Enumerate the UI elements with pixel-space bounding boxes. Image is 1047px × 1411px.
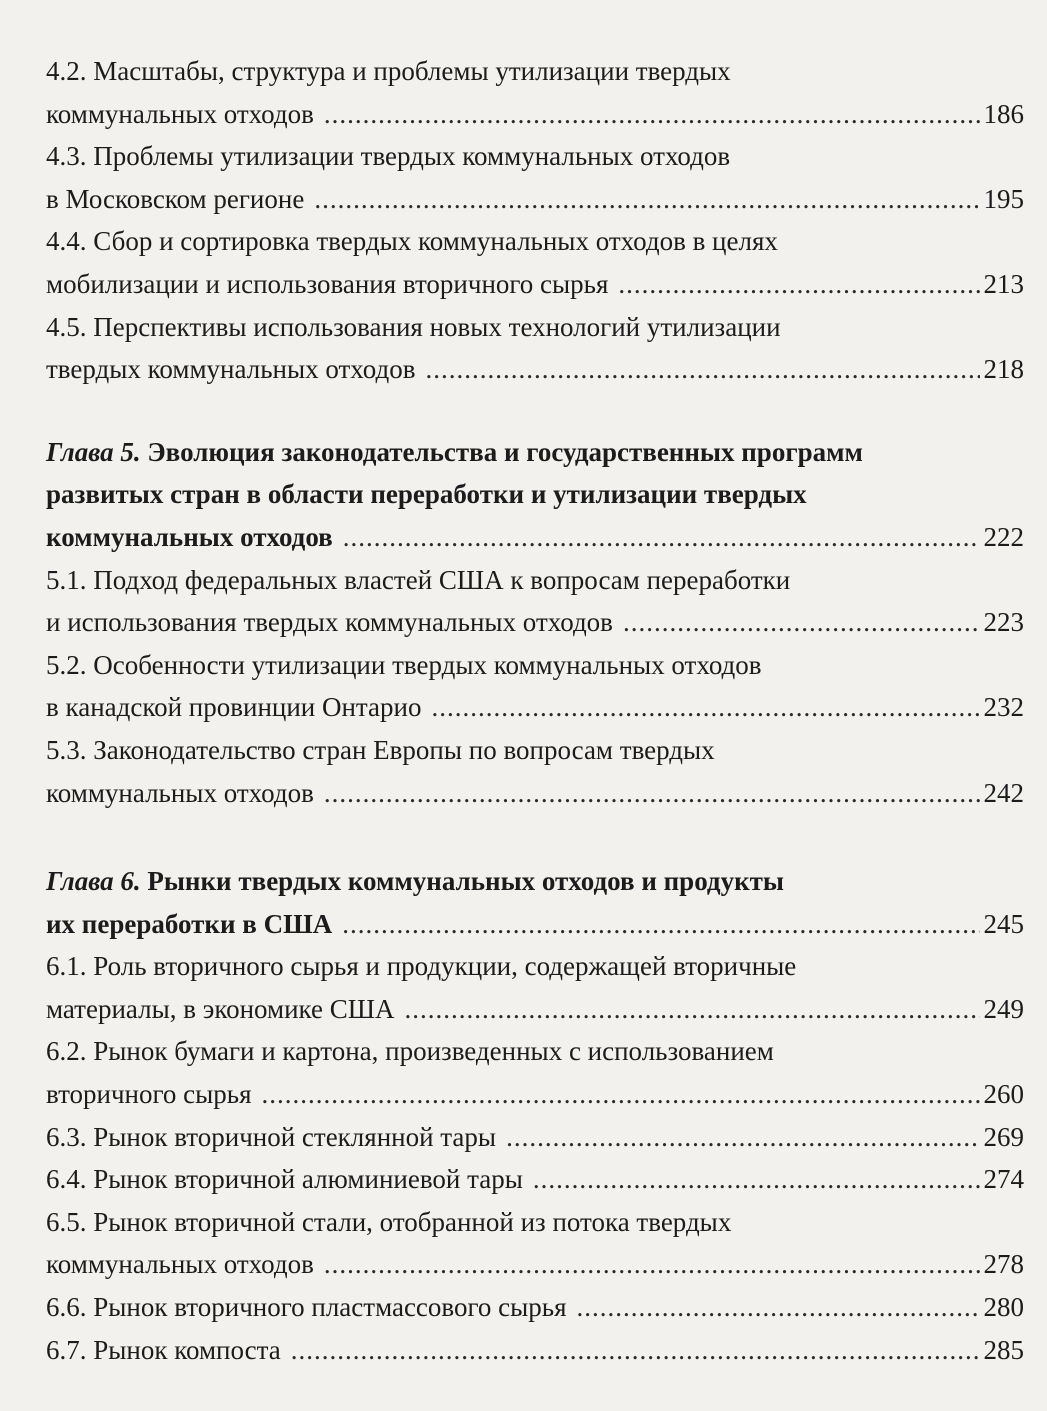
entry-title: 6.4. Рынок вторичной алюминиевой тары (46, 1164, 523, 1195)
chapter-title: Рынки твердых коммунальных отходов и продукты (140, 866, 784, 897)
entry-title-cont: и использования твердых коммунальных отходов (46, 607, 613, 638)
entry-title: 5.2. Особенности утилизации твердых коммунальных отходов (46, 649, 762, 680)
page-number: 223 (983, 607, 1024, 638)
chapter-title-cont: развитых стран в области переработки и утилизации твердых (46, 479, 807, 510)
dot-leader (314, 178, 979, 221)
chapter-6-heading-line1 (46, 860, 1024, 903)
entry-title: 6.7. Рынок компоста (46, 1334, 281, 1365)
toc-entry-6-2-line1 (46, 1030, 1024, 1073)
dot-leader (506, 1116, 979, 1159)
dot-leader (342, 903, 979, 946)
dot-leader (262, 1073, 980, 1116)
toc-entry-4-3 (46, 178, 1024, 221)
entry-title: 6.1. Роль вторичного сырья и продукции, содержащей вторичные (46, 951, 797, 982)
dot-leader (291, 1329, 980, 1372)
toc-entry-4-5 (46, 348, 1024, 391)
page-number: 249 (983, 993, 1024, 1024)
entry-title-cont: коммунальных отходов (46, 777, 314, 808)
toc-entry-6-3 (46, 1116, 1024, 1159)
dot-leader (404, 988, 979, 1031)
entry-title: 4.2. Масштабы, структура и проблемы утилизации твердых (46, 56, 731, 86)
toc-entry-5-1-line1 (46, 559, 1024, 602)
page-number: 213 (983, 268, 1024, 299)
dot-leader (425, 348, 979, 391)
toc-entry-4-2 (46, 93, 1024, 136)
page-number: 218 (983, 354, 1024, 385)
dot-leader (623, 601, 980, 644)
chapter-5-heading-line3 (46, 516, 1024, 559)
toc-entry-5-2 (46, 686, 1024, 729)
entry-title-cont: вторичного сырья (46, 1079, 252, 1110)
chapter-title-cont: их переработки в США (46, 908, 333, 939)
toc-entry-6-4 (46, 1158, 1024, 1201)
entry-title: 5.3. Законодательство стран Европы по вопросам твердых (46, 734, 715, 765)
toc-entry-5-2-line1 (46, 644, 1024, 687)
entry-title: 4.5. Перспективы использования новых технологий утилизации (46, 311, 781, 342)
entry-title-cont: в канадской провинции Онтарио (46, 692, 422, 723)
entry-title: 4.4. Сбор и сортировка твердых коммунальных отходов в целях (46, 226, 778, 257)
page-number: 245 (983, 908, 1024, 939)
page-number: 260 (983, 1079, 1024, 1110)
page-number: 274 (983, 1164, 1024, 1195)
entry-title: 6.3. Рынок вторичной стеклянной тары (46, 1121, 497, 1152)
chapter-5-heading-line2 (46, 473, 1024, 516)
entry-title: 6.2. Рынок бумаги и картона, произведенных с использованием (46, 1036, 774, 1067)
page-number: 232 (983, 692, 1024, 723)
entry-title-cont: в Московском регионе (46, 183, 305, 214)
chapter-label: Глава 5. (46, 436, 141, 467)
page-number: 186 (983, 98, 1024, 129)
chapter-title-cont: коммунальных отходов (46, 521, 333, 552)
chapter-label: Глава 6. (46, 866, 141, 897)
page-number: 278 (983, 1249, 1024, 1280)
entry-title-cont: коммунальных отходов (46, 1249, 314, 1280)
toc-entry-6-1-line1 (46, 945, 1024, 988)
entry-title-cont: материалы, в экономике США (46, 993, 395, 1024)
chapter-6-heading-line2 (46, 903, 1024, 946)
entry-title-cont: мобилизации и использования вторичного сырья (46, 268, 609, 299)
chapter-5-heading-line1 (46, 431, 1024, 474)
dot-leader (343, 516, 980, 559)
page-number: 285 (983, 1334, 1024, 1365)
toc-entry-6-1 (46, 988, 1024, 1031)
toc-entry-5-1 (46, 601, 1024, 644)
toc-entry-4-2-line1 (46, 50, 1024, 93)
dot-leader (324, 772, 980, 815)
spacer (46, 814, 1024, 860)
toc-entry-6-2 (46, 1073, 1024, 1116)
entry-title-cont: коммунальных отходов (46, 98, 314, 129)
page-number: 222 (983, 521, 1024, 552)
dot-leader (618, 263, 979, 306)
dot-leader (577, 1286, 980, 1329)
toc-entry-6-7 (46, 1329, 1024, 1372)
entry-title: 6.6. Рынок вторичного пластмассового сырья (46, 1292, 567, 1323)
dot-leader (533, 1158, 980, 1201)
entry-title: 6.5. Рынок вторичной стали, отобранной из потока твердых (46, 1206, 732, 1237)
dot-leader (432, 686, 980, 729)
page-number: 195 (983, 183, 1024, 214)
dot-leader (324, 93, 980, 136)
toc-entry-6-6 (46, 1286, 1024, 1329)
page-number: 269 (983, 1121, 1024, 1152)
table-of-contents (46, 50, 1024, 1371)
toc-entry-4-5-line1 (46, 306, 1024, 349)
toc-entry-6-5-line1 (46, 1201, 1024, 1244)
page-number: 280 (983, 1292, 1024, 1323)
toc-entry-4-4 (46, 263, 1024, 306)
entry-title: 5.1. Подход федеральных властей США к вопросам переработки (46, 564, 791, 595)
dot-leader (324, 1243, 980, 1286)
chapter-title: Эволюция законодательства и государственных программ (140, 436, 863, 467)
toc-entry-5-3-line1 (46, 729, 1024, 772)
toc-entry-6-5 (46, 1243, 1024, 1286)
entry-title: 4.3. Проблемы утилизации твердых коммунальных отходов (46, 141, 731, 172)
toc-entry-4-3-line1 (46, 135, 1024, 178)
entry-title-cont: твердых коммунальных отходов (46, 354, 416, 385)
toc-entry-4-4-line1 (46, 220, 1024, 263)
toc-entry-5-3 (46, 772, 1024, 815)
spacer (46, 391, 1024, 431)
page-number: 242 (983, 777, 1024, 808)
